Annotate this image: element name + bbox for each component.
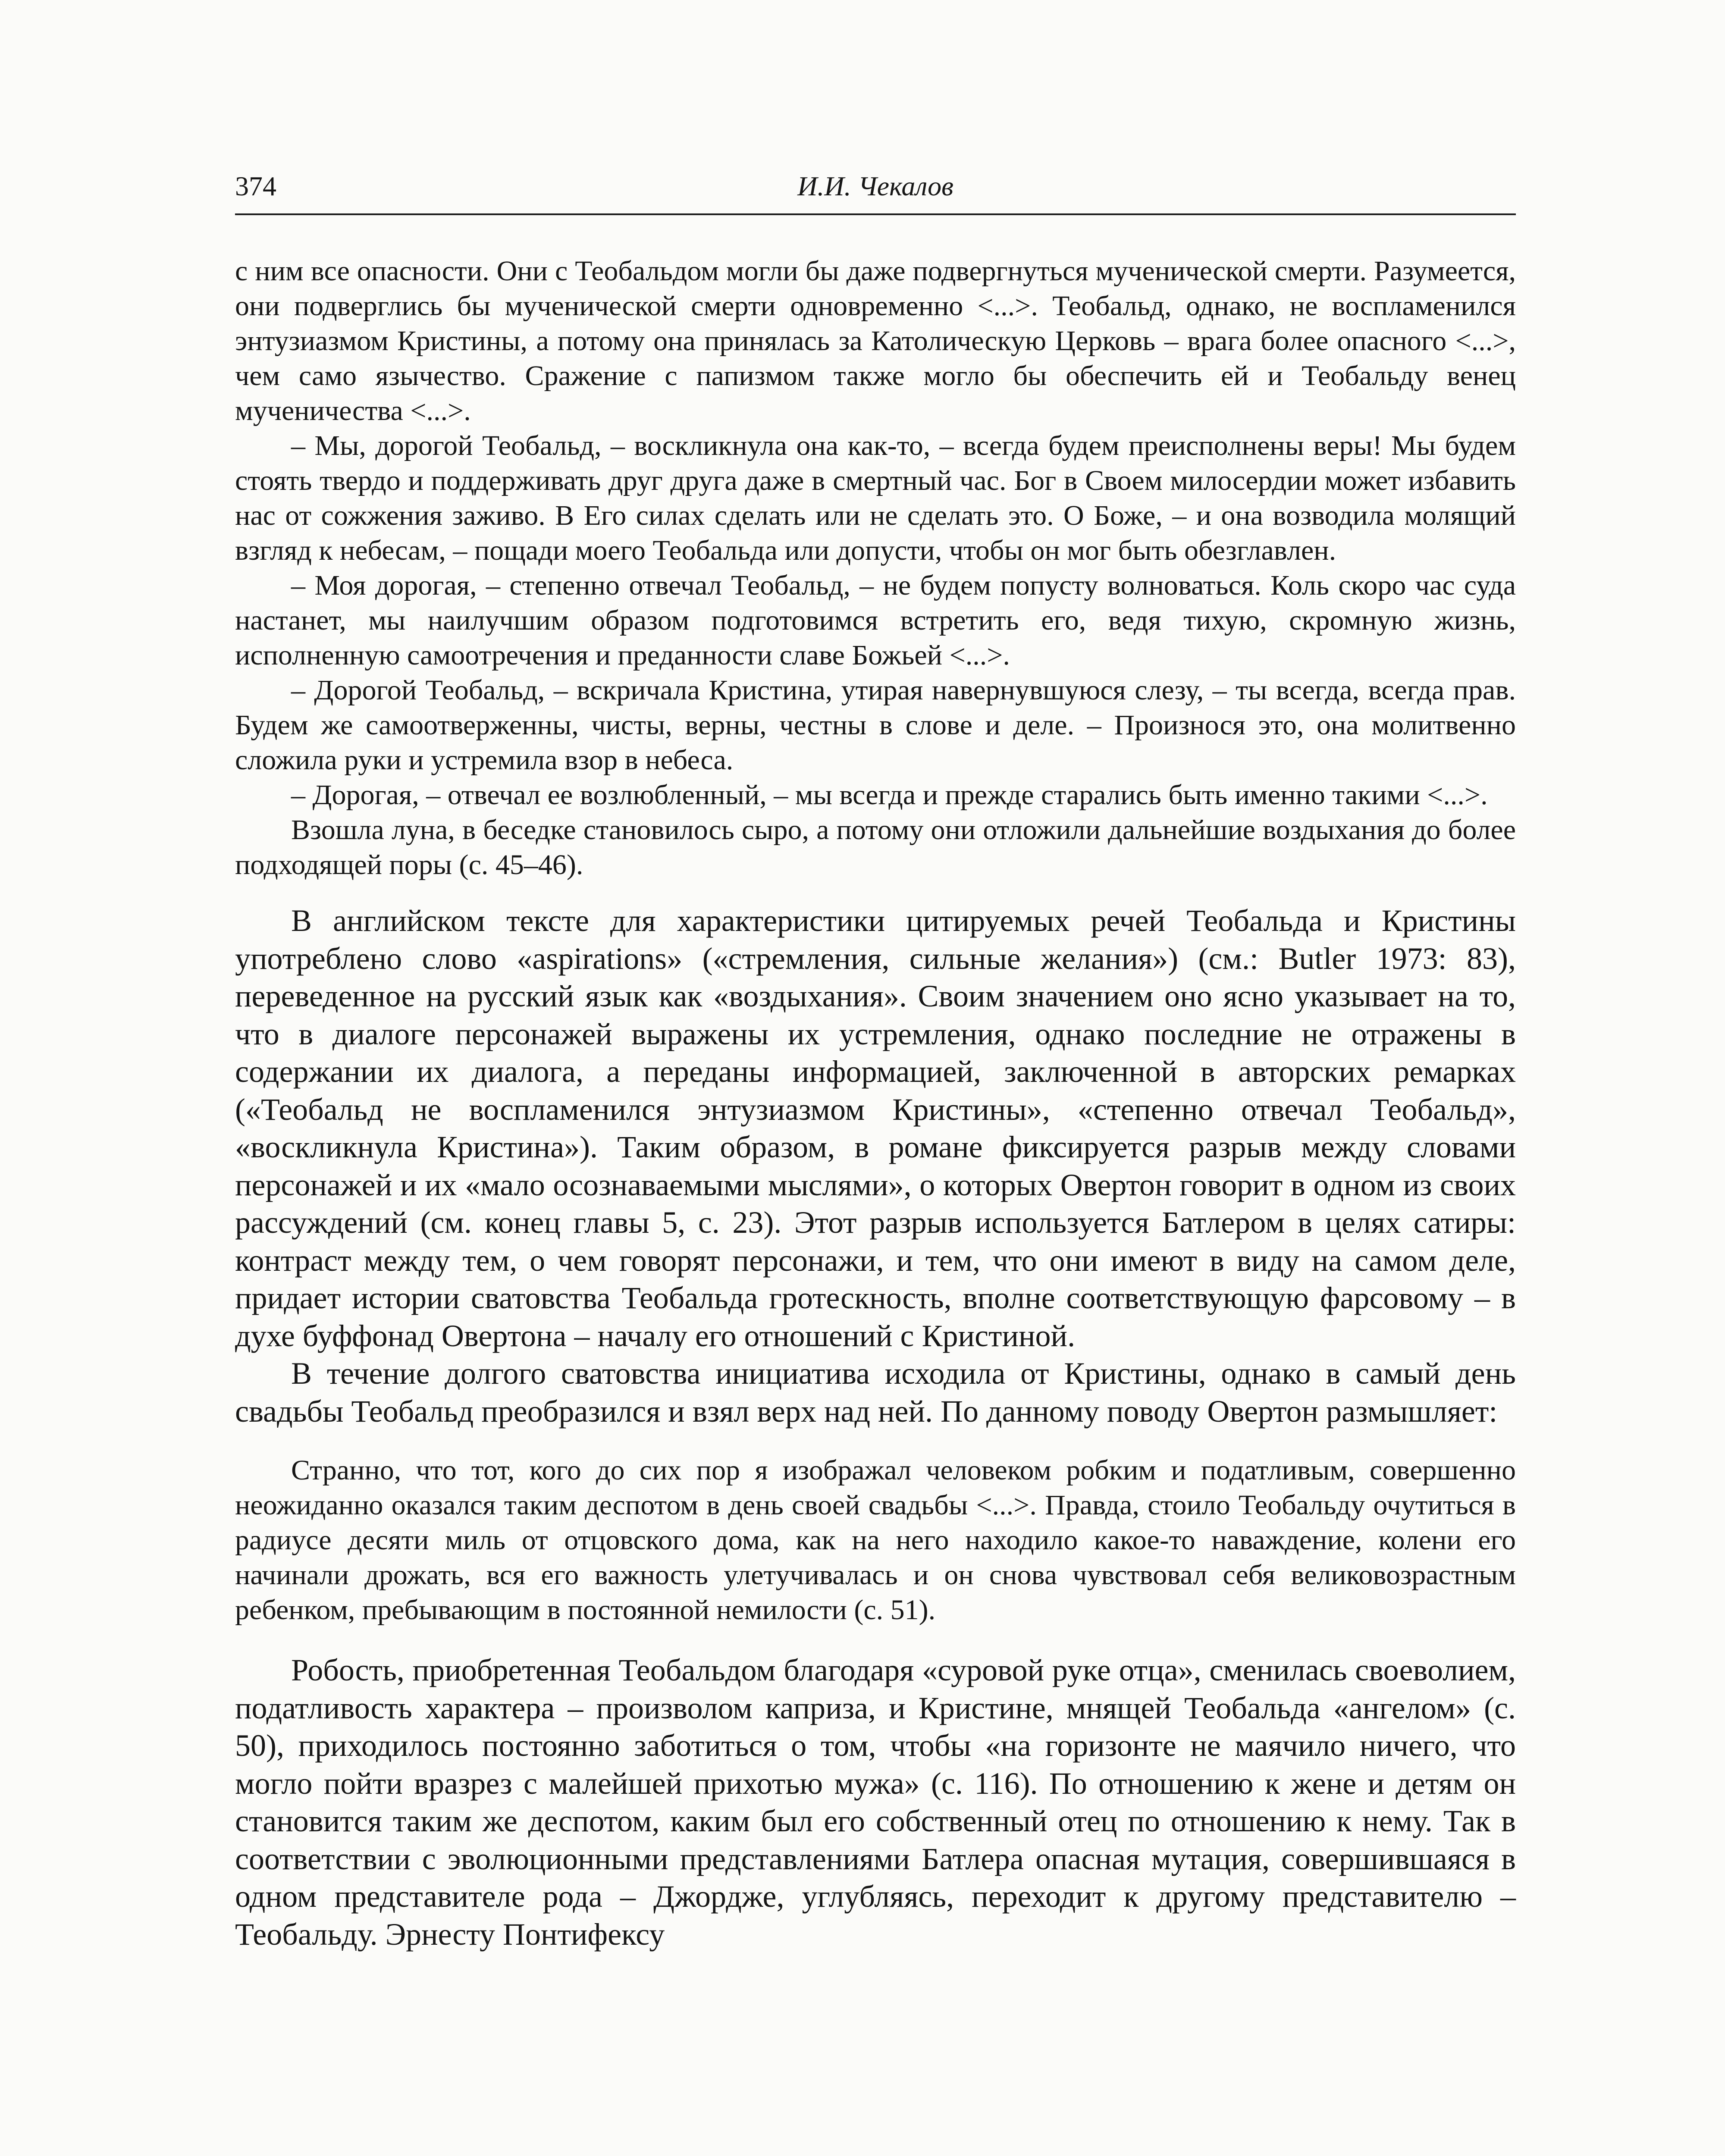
quote-paragraph: – Моя дорогая, – степенно отвечал Теобальд, – не будем попусту волноваться. Коль скоро час суда настанет, мы наилучшим образом подготовимся встретить его, ведя тихую, скромную жизнь, исполненную самоотречения и преданности славе Божьей <...>.	[235, 570, 1516, 671]
body-paragraph: В течение долгого сватовства инициатива исходила от Кристины, однако в самый день свадьбы Теобальд преобразился и взял верх над ней. По данному поводу Овертон размышляет:	[235, 1356, 1516, 1429]
text-block	[235, 254, 1516, 1953]
body-paragraph: Робость, приобретенная Теобальдом благодаря «суровой руке отца», сменилась своеволием, податливость характера – произволом каприза, и Кристине, мнящей Теобальда «ангелом» (с. 50), приходилось постоянно заботиться о том, чтобы «на горизонте не маячило ничего, что могло пойти вразрез с малейшей прихотью мужа» (с. 116). По отношению к жене и детям он становится таким же деспотом, каким был его собственный отец по отношению к нему. Так в соответствии с эволюционными представлениями Батлера опасная мутация, совершившаяся в одном представителе рода – Джордже, углубляясь, переходит к другому представителю – Теобальду. Эрнесту Понтифексу	[235, 1653, 1516, 1952]
body-paragraph: В английском тексте для характеристики цитируемых речей Теобальда и Кристины употреблено слово «aspirations» («стремления, сильные желания») (см.: Butler 1973: 83), переведенное на русский язык как «воздыхания». Своим значением оно ясно указывает на то, что в диалоге персонажей выражены их устремления, однако последние не отражены в содержании их диалога, а переданы информацией, заключенной в авторских ремарках («Теобальд не воспламенился энтузиазмом Кристины», «степенно отвечал Теобальд», «воскликнула Кристина»). Таким образом, в романе фиксируется разрыв между словами персонажей и их «мало осознаваемыми мыслями», о которых Овертон говорит в одном из своих рассуждений (см. конец главы 5, с. 23). Этот разрыв используется Батлером в целях сатиры: контраст между тем, о чем говорят персонажи, и тем, что они имеют в виду на самом деле, придает истории сватовства Теобальда гротескность, вполне соответствующую фарсовому – в духе буффонад Овертона – началу его отношений с Кристиной.	[235, 903, 1516, 1353]
quote-paragraph: Взошла луна, в беседке становилось сыро, а потому они отложили дальнейшие воздыхания до более подходящей поры (с. 45–46).	[235, 814, 1516, 881]
body-text-2	[235, 1651, 1516, 1953]
page-number: 374	[235, 171, 276, 201]
running-title: И.И. Чекалов	[797, 171, 953, 201]
block-quote-1	[235, 254, 1516, 882]
quote-paragraph: – Дорогая, – отвечал ее возлюбленный, – мы всегда и прежде старались быть именно такими <...>.	[291, 779, 1488, 811]
page-header	[235, 166, 1516, 215]
quote-paragraph: – Мы, дорогой Теобальд, – воскликнула она как-то, – всегда будем преисполнены веры! Мы будем стоять твердо и поддерживать друг друга даже в смертный час. Бог в Своем милосердии может избавить нас от сожжения заживо. В Его силах сделать или не сделать это. О Боже, – и она возводила молящий взгляд к небесам, – пощади моего Теобальда или допусти, чтобы он мог быть обезглавлен.	[235, 430, 1516, 566]
body-text-1	[235, 902, 1516, 1430]
quote-paragraph: Странно, что тот, кого до сих пор я изображал человеком робким и податливым, совершенно неожиданно оказался таким деспотом в день своей свадьбы <...>. Правда, стоило Теобальду очутиться в радиусе десяти миль от отцовского дома, как на него находило какое-то наваждение, колени его начинали дрожать, вся его важность улетучивалась и он снова чувствовал себя великовозрастным ребенком, пребывающим в постоянной немилости (с. 51).	[235, 1454, 1516, 1626]
quote-paragraph: – Дорогой Теобальд, – вскричала Кристина, утирая навернувшуюся слезу, – ты всегда, всегда прав. Будем же самоотверженны, чисты, верны, честны в слове и деле. – Произнося это, она молитвенно сложила руки и устремила взор в небеса.	[235, 674, 1516, 776]
quote-paragraph: с ним все опасности. Они с Теобальдом могли бы даже подвергнуться мученической смерти. Разумеется, они подверглись бы мученической смерти одновременно <...>. Теобальд, однако, не воспламенился энтузиазмом Кристины, а потому она принялась за Католическую Церковь – врага более опасного <...>, чем само язычество. Сражение с папизмом также могло бы обеспечить ей и Теобальду венец мученичества <...>.	[235, 255, 1516, 426]
block-quote-2	[235, 1453, 1516, 1627]
